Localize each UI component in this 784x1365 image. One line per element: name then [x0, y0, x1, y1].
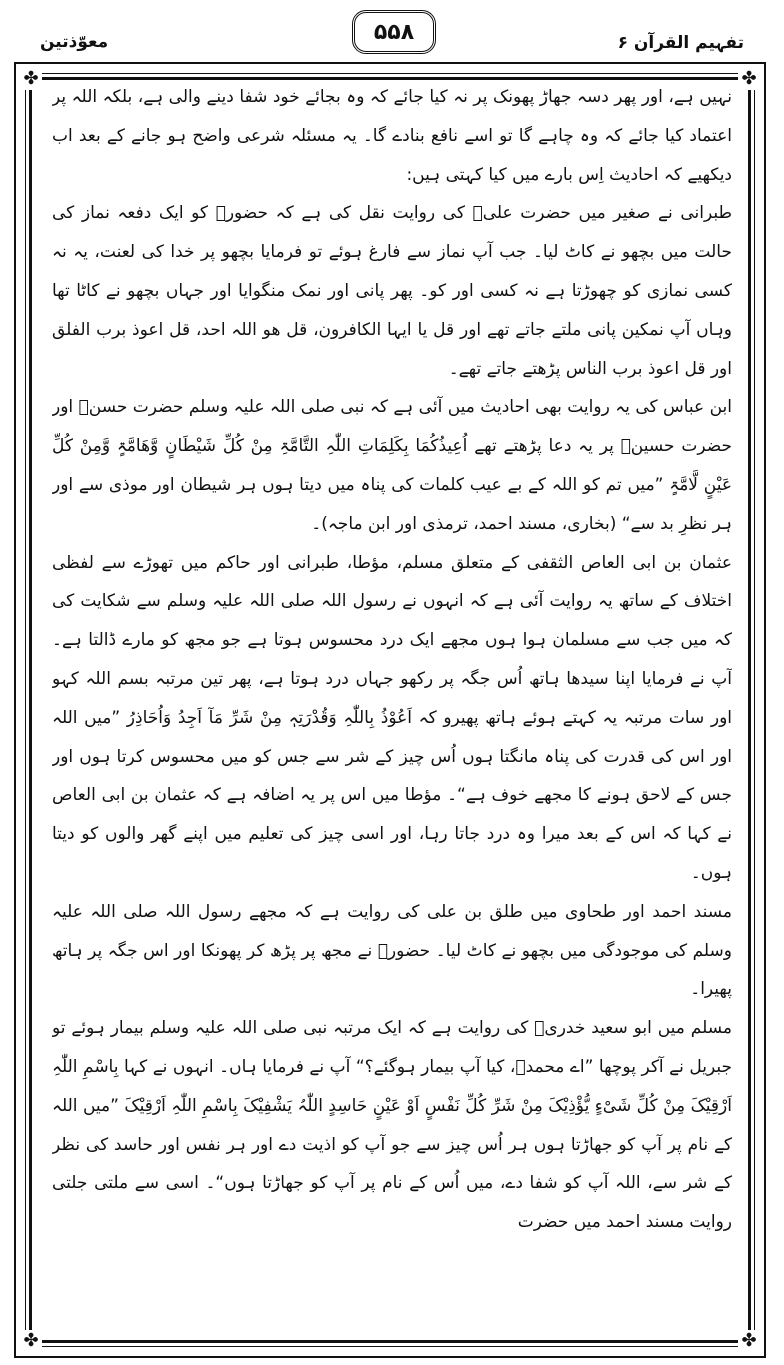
paragraph: مسند احمد اور طحاوی میں طلق بن علی کی روایت ہے کہ مجھے رسول اللہ صلی اللہ علیہ وسلم کی موجودگی میں بچھو نے کاٹ لیا۔ حضورؐ نے مجھ پر پڑھ کر پھونکا اور اس جگہ پر ہاتھ پھیرا۔: [52, 901, 732, 1000]
paragraph: مسلم میں ابو سعید خدریؓ کی روایت ہے کہ ایک مرتبہ نبی صلی اللہ علیہ وسلم بیمار ہوئے تو جبریل نے آکر پوچھا ”اے محمدؐ، کیا آپ بیمار ہوگئے؟“ آپ نے فرمایا ہاں۔ انہوں نے کہا بِاسْمِ اللّٰہِ اَرْقِیْکَ مِنْ کُلِّ شَیْءٍ یُّؤْذِیْکَ مِنْ شَرِّ کُلِّ نَفْسٍ اَوْ عَیْنٍ حَاسِدٍ اللّٰہُ یَشْفِیْکَ بِاسْمِ اللّٰہِ اَرْقِیْکَ ”میں اللہ کے نام پر آپ کو جھاڑتا ہوں ہر اُس چیز سے جو آپ کو اذیت دے اور ہر نفس اور حاسد کی نظر کے شر سے، اللہ آپ کو شفا دے، میں اُس کے نام پر آپ کو جھاڑتا ہوں“۔ اسی سے ملتی جلتی روایت مسند احمد میں حضرت: [52, 1018, 732, 1233]
page-body-text: [52, 78, 732, 1350]
frame-corner-ornament-icon: ✤: [20, 68, 42, 90]
page-number-badge: ۵۵۸: [352, 10, 436, 54]
paragraph: ابن عباس کی یہ روایت بھی احادیث میں آئی ہے کہ نبی صلی اللہ علیہ وسلم حضرت حسنؓ اور حضرت حسینؓ پر یہ دعا پڑھتے تھے اُعِیذُکُمَا بِکَلِمَاتِ اللّٰہِ التَّامَّۃِ مِنْ کُلِّ شَیْطَانٍ وَّھَامَّۃٍ وَّمِنْ کُلِّ عَیْنٍ لَّامَّۃٍ ”میں تم کو اللہ کے بے عیب کلمات کی پناہ میں دیتا ہوں ہر شیطان اور موذی سے اور ہر نظرِ بد سے“ (بخاری، مسند احمد، ترمذی اور ابن ماجہ)۔: [52, 397, 732, 534]
paragraph: طبرانی نے صغیر میں حضرت علیؓ کی روایت نقل کی ہے کہ حضورؐ کو ایک دفعہ نماز کی حالت میں بچھو نے کاٹ لیا۔ جب آپ نماز سے فارغ ہوئے تو فرمایا بچھو پر خدا کی لعنت، یہ نہ کسی نمازی کو چھوڑتا ہے نہ کسی اور کو۔ پھر پانی اور نمک منگوایا اور جہاں بچھو نے کاٹا تھا وہاں آپ نمکین پانی ملتے جاتے تھے اور قل یا ایہا الکافرون، قل ھو اللہ احد، قل اعوذ برب الفلق اور قل اعوذ برب الناس پڑھتے جاتے تھے۔: [52, 203, 732, 379]
frame-corner-ornament-icon: ✤: [20, 1330, 42, 1352]
paragraph: عثمان بن ابی العاص الثقفی کے متعلق مسلم، مؤطا، طبرانی اور حاکم میں تھوڑے سے لفظی اختلاف کے ساتھ یہ روایت آئی ہے کہ انہوں نے رسول اللہ صلی اللہ علیہ وسلم سے شکایت کی کہ میں جب سے مسلمان ہوا ہوں مجھے ایک درد محسوس ہوتا ہے جو مجھ کو مارے ڈالتا ہے۔ آپ نے فرمایا اپنا سیدھا ہاتھ اُس جگہ پر رکھو جہاں درد ہوتا ہے، پھر تین مرتبہ بسم اللہ کہو اور سات مرتبہ یہ کہتے ہوئے ہاتھ پھیرو کہ اَعُوْذُ بِاللّٰہِ وَقُدْرَتِہٖ مِنْ شَرِّ مَآ اَجِدُ وَاُحَاذِرُ ”میں اللہ اور اس کی قدرت کی پناہ مانگتا ہوں اُس چیز کے شر سے جس کو میں محسوس کرتا ہوں اور جس کے لاحق ہونے کا مجھے خوف ہے“۔ مؤطا میں اس پر یہ اضافہ ہے کہ عثمان بن ابی العاص نے کہا کہ اس کے بعد میرا وہ درد جاتا رہا، اور اسی چیز کی تعلیم میں اپنے گھر والوں کو دیتا ہوں۔: [52, 552, 732, 883]
frame-corner-ornament-icon: ✤: [738, 1330, 760, 1352]
page-header: [0, 0, 784, 60]
running-head-title: تفہیم القرآن ۶: [617, 33, 744, 53]
frame-corner-ornament-icon: ✤: [738, 68, 760, 90]
paragraph: نہیں ہے، اور پھر دسہ جھاڑ پھونک پر نہ کیا جائے کہ وہ بجائے خود شفا دینے والی ہے، بلکہ اللہ پر اعتماد کیا جائے کہ وہ چاہے گا تو اسے نافع بنادے گا۔ یہ مسئلہ شرعی واضح ہو جانے کے بعد اب دیکھیے کہ احادیث اِس بارے میں کیا کہتی ہیں:: [52, 87, 732, 185]
running-head-surah: معوّذتین: [40, 32, 109, 52]
